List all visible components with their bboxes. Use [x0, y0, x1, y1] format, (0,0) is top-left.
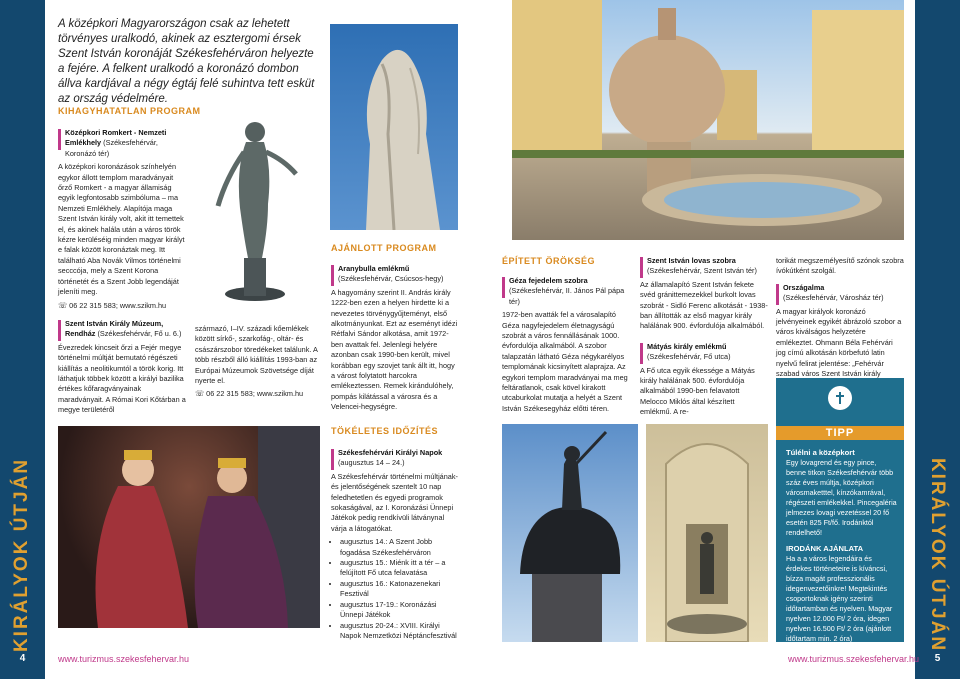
entry-aranybulla — [331, 264, 458, 285]
footer-url-left[interactable]: www.turizmus.szekesfehervar.hu — [58, 654, 190, 664]
tipp-2-title: IRODÁNK AJÁNLATA — [786, 544, 864, 553]
entry-geza-title: Géza fejedelem szobra — [509, 276, 588, 285]
entry-kiralyi-napok-title: Székesfehérvári Királyi Napok — [338, 448, 443, 457]
col3-text — [331, 264, 458, 416]
event-item: • augusztus 20-24.: XVIII. Királyi Napok Nemzetközi Néptáncfesztivál — [340, 621, 458, 642]
right-band — [915, 0, 960, 679]
heading-epitett: ÉPÍTETT ÖRÖKSÉG — [502, 256, 596, 266]
equestrian-graphic — [502, 424, 638, 642]
col6-body: torikát megszemélyesítő szónok szobra ívókútként szolgál. — [776, 256, 904, 276]
entry-kiralyi-napok — [331, 448, 458, 469]
entry-museum — [58, 319, 186, 340]
matyas-graphic — [646, 424, 768, 642]
photo-equestrian-statue — [502, 424, 638, 642]
entry-orszagalma-title: Országalma — [783, 282, 825, 292]
col2-text — [195, 324, 323, 403]
cross-icon — [828, 386, 852, 410]
entry-geza-location: (Székesfehérvár, II. János Pál pápa tér) — [509, 286, 625, 306]
bronze-statue-graphic — [200, 108, 310, 312]
event-item: • augusztus 17-19.: Koronázási Ünnepi Játékok — [340, 600, 458, 621]
entry-geza-body: 1972-ben avatták fel a városalapító Géza nagyfejedelem életnagyságú szobrát a város fennállásának 1000. évfordulója alkalmából. A szobor talapzatán látható Géza négykarélyos templomának kicsinyített alaprajza. Az egykori templom maradványai ma meg feltáratlanok, csak kövel kirakott utcaburkolat mutatja a helyét a Szent István Székesegyház előtti téren. — [502, 310, 628, 413]
col6-text — [776, 256, 904, 393]
entry-szent-istvan — [640, 256, 768, 277]
orszagalma-graphic — [512, 0, 904, 240]
left-band-title: KIRÁLYOK ÚTJÁN — [11, 457, 33, 653]
photo-coronation-actors — [58, 426, 320, 628]
entry-aranybulla-title: Aranybulla emlékmű — [338, 264, 410, 273]
entry-orszagalma-body: A magyar királyok koronázó jelvényeinek egyikét ábrázoló szobor a város kiválságos helyzetére emlékeztet. Ohmann Béla Fehérvári jog címú alkotásán körbefutó latin nyelvű felirat jelentése: „Fehérvár szabad város Szent István király — [776, 306, 902, 379]
tipp-1-body: Egy lovagrend és egy pince, benne titkon Székesfehérvár több száz éves múltja, középkori városmaketttel, kínzókamrával, régészeti emlékekkel. Pincegaléria jelmezes lovagi vezetéssel 20 fő esetén 825 Ft/fő. Irodánktól rendelhető! — [786, 458, 897, 537]
entry-romkert-contact-text: 06 22 315 583; www.szikm.hu — [69, 300, 167, 310]
col3-text-2 — [331, 448, 458, 641]
photo-stone-sculpture — [330, 24, 458, 230]
entry-szent-istvan-title: Szent István lovas szobra — [647, 256, 736, 265]
col5-text — [640, 256, 768, 421]
heading-kihagyhatatlan: KIHAGYHATATLAN PROGRAM — [58, 106, 201, 116]
right-band-title: KIRÁLYOK ÚTJÁN — [927, 457, 949, 653]
entry-romkert-contact: ☏ 06 22 315 583; www.szikm.hu — [58, 300, 167, 310]
photo-matyas-memorial — [646, 424, 768, 642]
actors-graphic — [58, 426, 320, 628]
heading-tokeletes: TÖKÉLETES IDŐZÍTÉS — [331, 426, 439, 436]
entry-orszagalma-location: (Székesfehérvár, Városház tér) — [783, 293, 884, 303]
tipp-1-title: Túlélni a középkort — [786, 448, 855, 457]
col4-text — [502, 276, 630, 417]
events-list — [331, 537, 458, 641]
entry-museum-body: Évezredek kincseit őrzi a Fejér megye történelmi múltját bemutató régészeti kiállítás a neolitikumtól a török korig. Itt láthatjuk többek között a királyi bazilika értékes kőfaragványainak maradványait. A Római Kori Kőtárban a megye területéről — [58, 342, 186, 415]
entry-geza — [502, 276, 630, 307]
tipp-2-body: Ha a a város legendáira és érdekes történeteire is kíváncsi, bízza magát professzionális idegenvezetőinkre! Megtekintés csoportoknak igény szerinti időtartamban és nyelven. Magyar nyelven 12.000 Ft/ 2 óra, idegen nyelven 16.500 Ft/ 2 óra (ajánlott időtartam min. 2 óra) — [786, 554, 893, 643]
col2-contact-text: 06 22 315 583; www.szikm.hu — [206, 389, 304, 399]
entry-matyas — [640, 342, 768, 363]
entry-romkert-title: Középkori Romkert - Nemzeti Emlékhely — [65, 128, 167, 148]
photo-bronze-statue — [200, 108, 310, 312]
tipp-content — [786, 448, 898, 644]
entry-szent-istvan-location: (Székesfehérvár, Szent István tér) — [647, 266, 757, 276]
page-number-right: 5 — [934, 653, 941, 664]
stone-sculpture-graphic — [330, 24, 458, 230]
col1-text — [58, 128, 186, 419]
entry-szent-istvan-body: Az államalapító Szent István fekete svéd gránittemezekkel burkolt lovas szobrát - Sidló Ferenc alkotását - 1938-ban állították az első magyar király halálának 900. évfordulója alkalmából. — [640, 279, 768, 331]
event-item: • augusztus 15.: Miénk itt a tér – a felújított Fő utca felavatása — [340, 558, 458, 579]
entry-aranybulla-location: (Székesfehérvár, Csúcsos-hegy) — [338, 274, 444, 284]
tipp-label: TIPP — [776, 426, 904, 440]
photo-orszagalma-square — [512, 0, 904, 240]
footer-url-right[interactable]: www.turizmus.szekesfehervar.hu — [788, 654, 920, 664]
entry-matyas-location: (Székesfehérvár, Fő utca) — [647, 352, 731, 362]
entry-romkert — [58, 128, 186, 159]
event-item: • augusztus 16.: Katonazenekari Fesztivál — [340, 579, 458, 600]
entry-kiralyi-napok-date: (augusztus 14 – 24.) — [338, 458, 405, 468]
entry-aranybulla-body: A hagyomány szerint II. András király 1222-ben ezen a helyen hirdette ki a nevezetes törvénygyűjteményt, első alkotmányunkat. Ezt az eseményt idézi Rétfalvi Sándor alkotása, amit 1972-ben avattak fel. Jelenlegi helyére azonban csak 1990-ben került, mivel korábban egy szovjet tank állt itt, hogy a várost folytatott harcokra emlékeztessen. Remek kirándulóhely, pompás kilátással a városra és a Velencei-hegységre. — [331, 287, 458, 412]
entry-romkert-body: A középkori koronázások színhelyén egykor állott templom maradványait őrző Romkert - a magyar államiság egyik legfontosabb szimbóluma – ma Nemzeti Emlékhely. Alapítója maga Szent István király volt, akit itt temettek el, és akinek halála után a város török kézre kerüléséig minden magyar királyt e falak között koronáztak meg. Itt található Aba Novák Vilmos történelmi secccója, mely a Szent Korona történetét és a Szent Jobb legendáját jeleníti meg. — [58, 162, 185, 297]
entry-museum-location: (Székesfehérvár, Fő u. 6.) — [97, 329, 182, 339]
left-band — [0, 0, 45, 679]
entry-romkert-location: (Székesfehérvár, Koronázó tér) — [65, 138, 158, 158]
heading-ajanlott: AJÁNLOTT PROGRAM — [331, 243, 437, 253]
entry-matyas-title: Mátyás király emlékmű — [647, 341, 727, 351]
event-item: • augusztus 14.: A Szent Jobb fogadása Székesfehérváron — [340, 537, 458, 558]
col2-contact: ☏ 06 22 315 583; www.szikm.hu — [195, 389, 304, 399]
entry-kiralyi-napok-body: A Székesfehérvár történelmi múltjának- és jelentőségének szentelt 10 nap feledhetetlen és egyedi programok sokaságával, az I. Koronázási Ünnepi Játékok pedig rendkívüli látványnal várja a látogatókat. — [331, 471, 458, 533]
page-number-left: 4 — [19, 653, 26, 664]
col2-body: származó, I–IV. századi kőemlékek között sírkő-, szarkofág-, oltár- és császárszobor töredékeket találunk. A több részből álló kiállítás 1993-ban az Európai Múzeumok Szövetsége díját nyerte el. — [195, 324, 318, 386]
entry-museum-title: Szent István Király Múzeum, Rendház — [65, 318, 164, 339]
entry-orszagalma — [776, 283, 904, 304]
entry-matyas-body: A Fő utca egyik ékessége a Mátyás király halálának 500. évfordulója alkalmából 1990-ben felavatott Melocco Miklós által készített emlékmű. A re- — [640, 365, 755, 417]
intro-text: A középkori Magyarországon csak az lehetett törvényes uralkodó, akinek az esztergomi érsek Szent István koronáját Székesfehérváron helyezte a fejére. A felkent uralkodó a koronázó dombon állva kardjával a négy égtáj felé suhintva tett esküt az ország védelmére. — [58, 18, 315, 105]
tipp-box — [776, 378, 904, 642]
